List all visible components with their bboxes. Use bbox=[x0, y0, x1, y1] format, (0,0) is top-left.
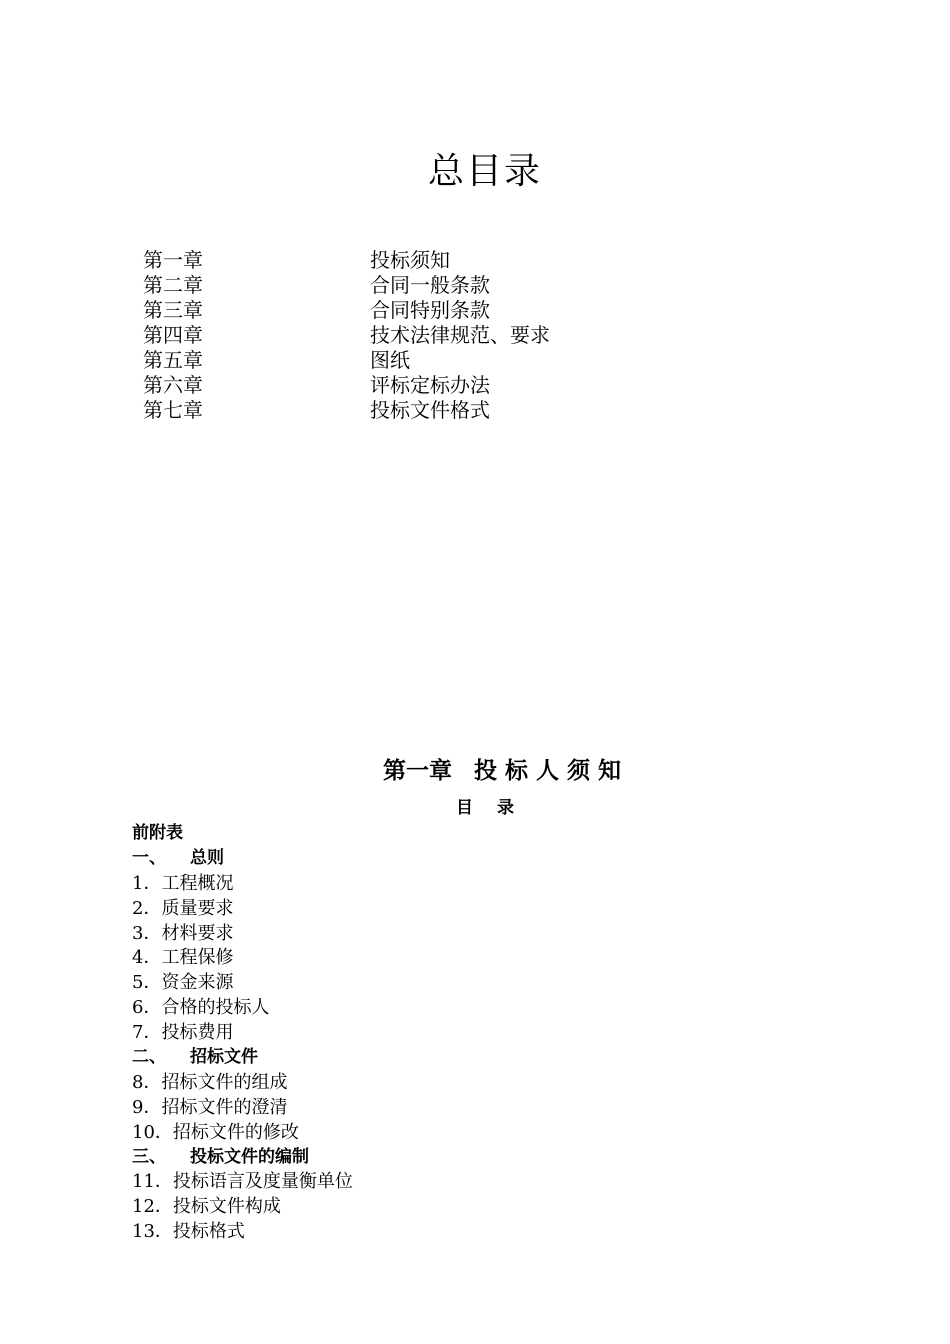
toc-row bbox=[143, 348, 743, 373]
chapter-label: 第一章 bbox=[383, 758, 452, 784]
list-item: 8．招标文件的组成 bbox=[132, 1071, 288, 1093]
toc-chapter: 第二章 bbox=[143, 273, 203, 297]
toc-row bbox=[143, 248, 743, 273]
toc-title: 技术法律规范、要求 bbox=[370, 323, 550, 347]
toc-title: 合同一般条款 bbox=[370, 273, 490, 297]
list-item: 5．资金来源 bbox=[132, 972, 234, 994]
toc-chapter: 第三章 bbox=[143, 298, 203, 322]
section-number: 一、 bbox=[132, 847, 166, 868]
toc-title: 投标文件格式 bbox=[370, 398, 490, 422]
toc-row bbox=[143, 273, 743, 298]
toc-chapter: 第一章 bbox=[143, 248, 203, 272]
list-item: 12．投标文件构成 bbox=[132, 1196, 281, 1218]
page-title: 总目录 bbox=[427, 151, 542, 192]
contents-heading: 目录 bbox=[456, 798, 538, 818]
list-item: 13．投标格式 bbox=[132, 1221, 245, 1243]
toc-chapter: 第四章 bbox=[143, 323, 203, 347]
list-item: 2．质量要求 bbox=[132, 897, 234, 919]
list-item: 4．工程保修 bbox=[132, 947, 234, 969]
chapter-heading bbox=[0, 756, 950, 786]
section-number: 二、 bbox=[132, 1047, 166, 1068]
toc-chapter: 第六章 bbox=[143, 373, 203, 397]
list-item: 3．材料要求 bbox=[132, 922, 234, 944]
general-toc bbox=[143, 248, 743, 423]
toc-title: 合同特别条款 bbox=[370, 298, 490, 322]
section-title: 总则 bbox=[190, 847, 224, 868]
list-item: 11．投标语言及度量衡单位 bbox=[132, 1171, 353, 1193]
section-heading bbox=[132, 846, 732, 871]
list-heading: 前附表 bbox=[132, 823, 183, 843]
toc-row bbox=[143, 298, 743, 323]
list-item: 10．招标文件的修改 bbox=[132, 1121, 299, 1143]
section-title: 投标文件的编制 bbox=[190, 1146, 309, 1167]
toc-title: 图纸 bbox=[370, 348, 410, 372]
toc-chapter: 第七章 bbox=[143, 398, 203, 422]
toc-title: 评标定标办法 bbox=[370, 373, 490, 397]
toc-row bbox=[143, 398, 743, 423]
list-item: 6．合格的投标人 bbox=[132, 997, 270, 1019]
chapter-contents-list bbox=[132, 821, 732, 1244]
section-heading bbox=[132, 1145, 732, 1170]
section-title: 招标文件 bbox=[190, 1047, 258, 1068]
toc-title: 投标须知 bbox=[370, 248, 450, 272]
list-item: 1．工程概况 bbox=[132, 872, 234, 894]
list-item: 9．招标文件的澄清 bbox=[132, 1096, 288, 1118]
toc-chapter: 第五章 bbox=[143, 348, 203, 372]
toc-row bbox=[143, 373, 743, 398]
section-number: 三、 bbox=[132, 1146, 166, 1167]
chapter-title: 投标人须知 bbox=[474, 758, 629, 784]
section-heading bbox=[132, 1045, 732, 1070]
toc-row bbox=[143, 323, 743, 348]
list-item: 7．投标费用 bbox=[132, 1022, 234, 1044]
